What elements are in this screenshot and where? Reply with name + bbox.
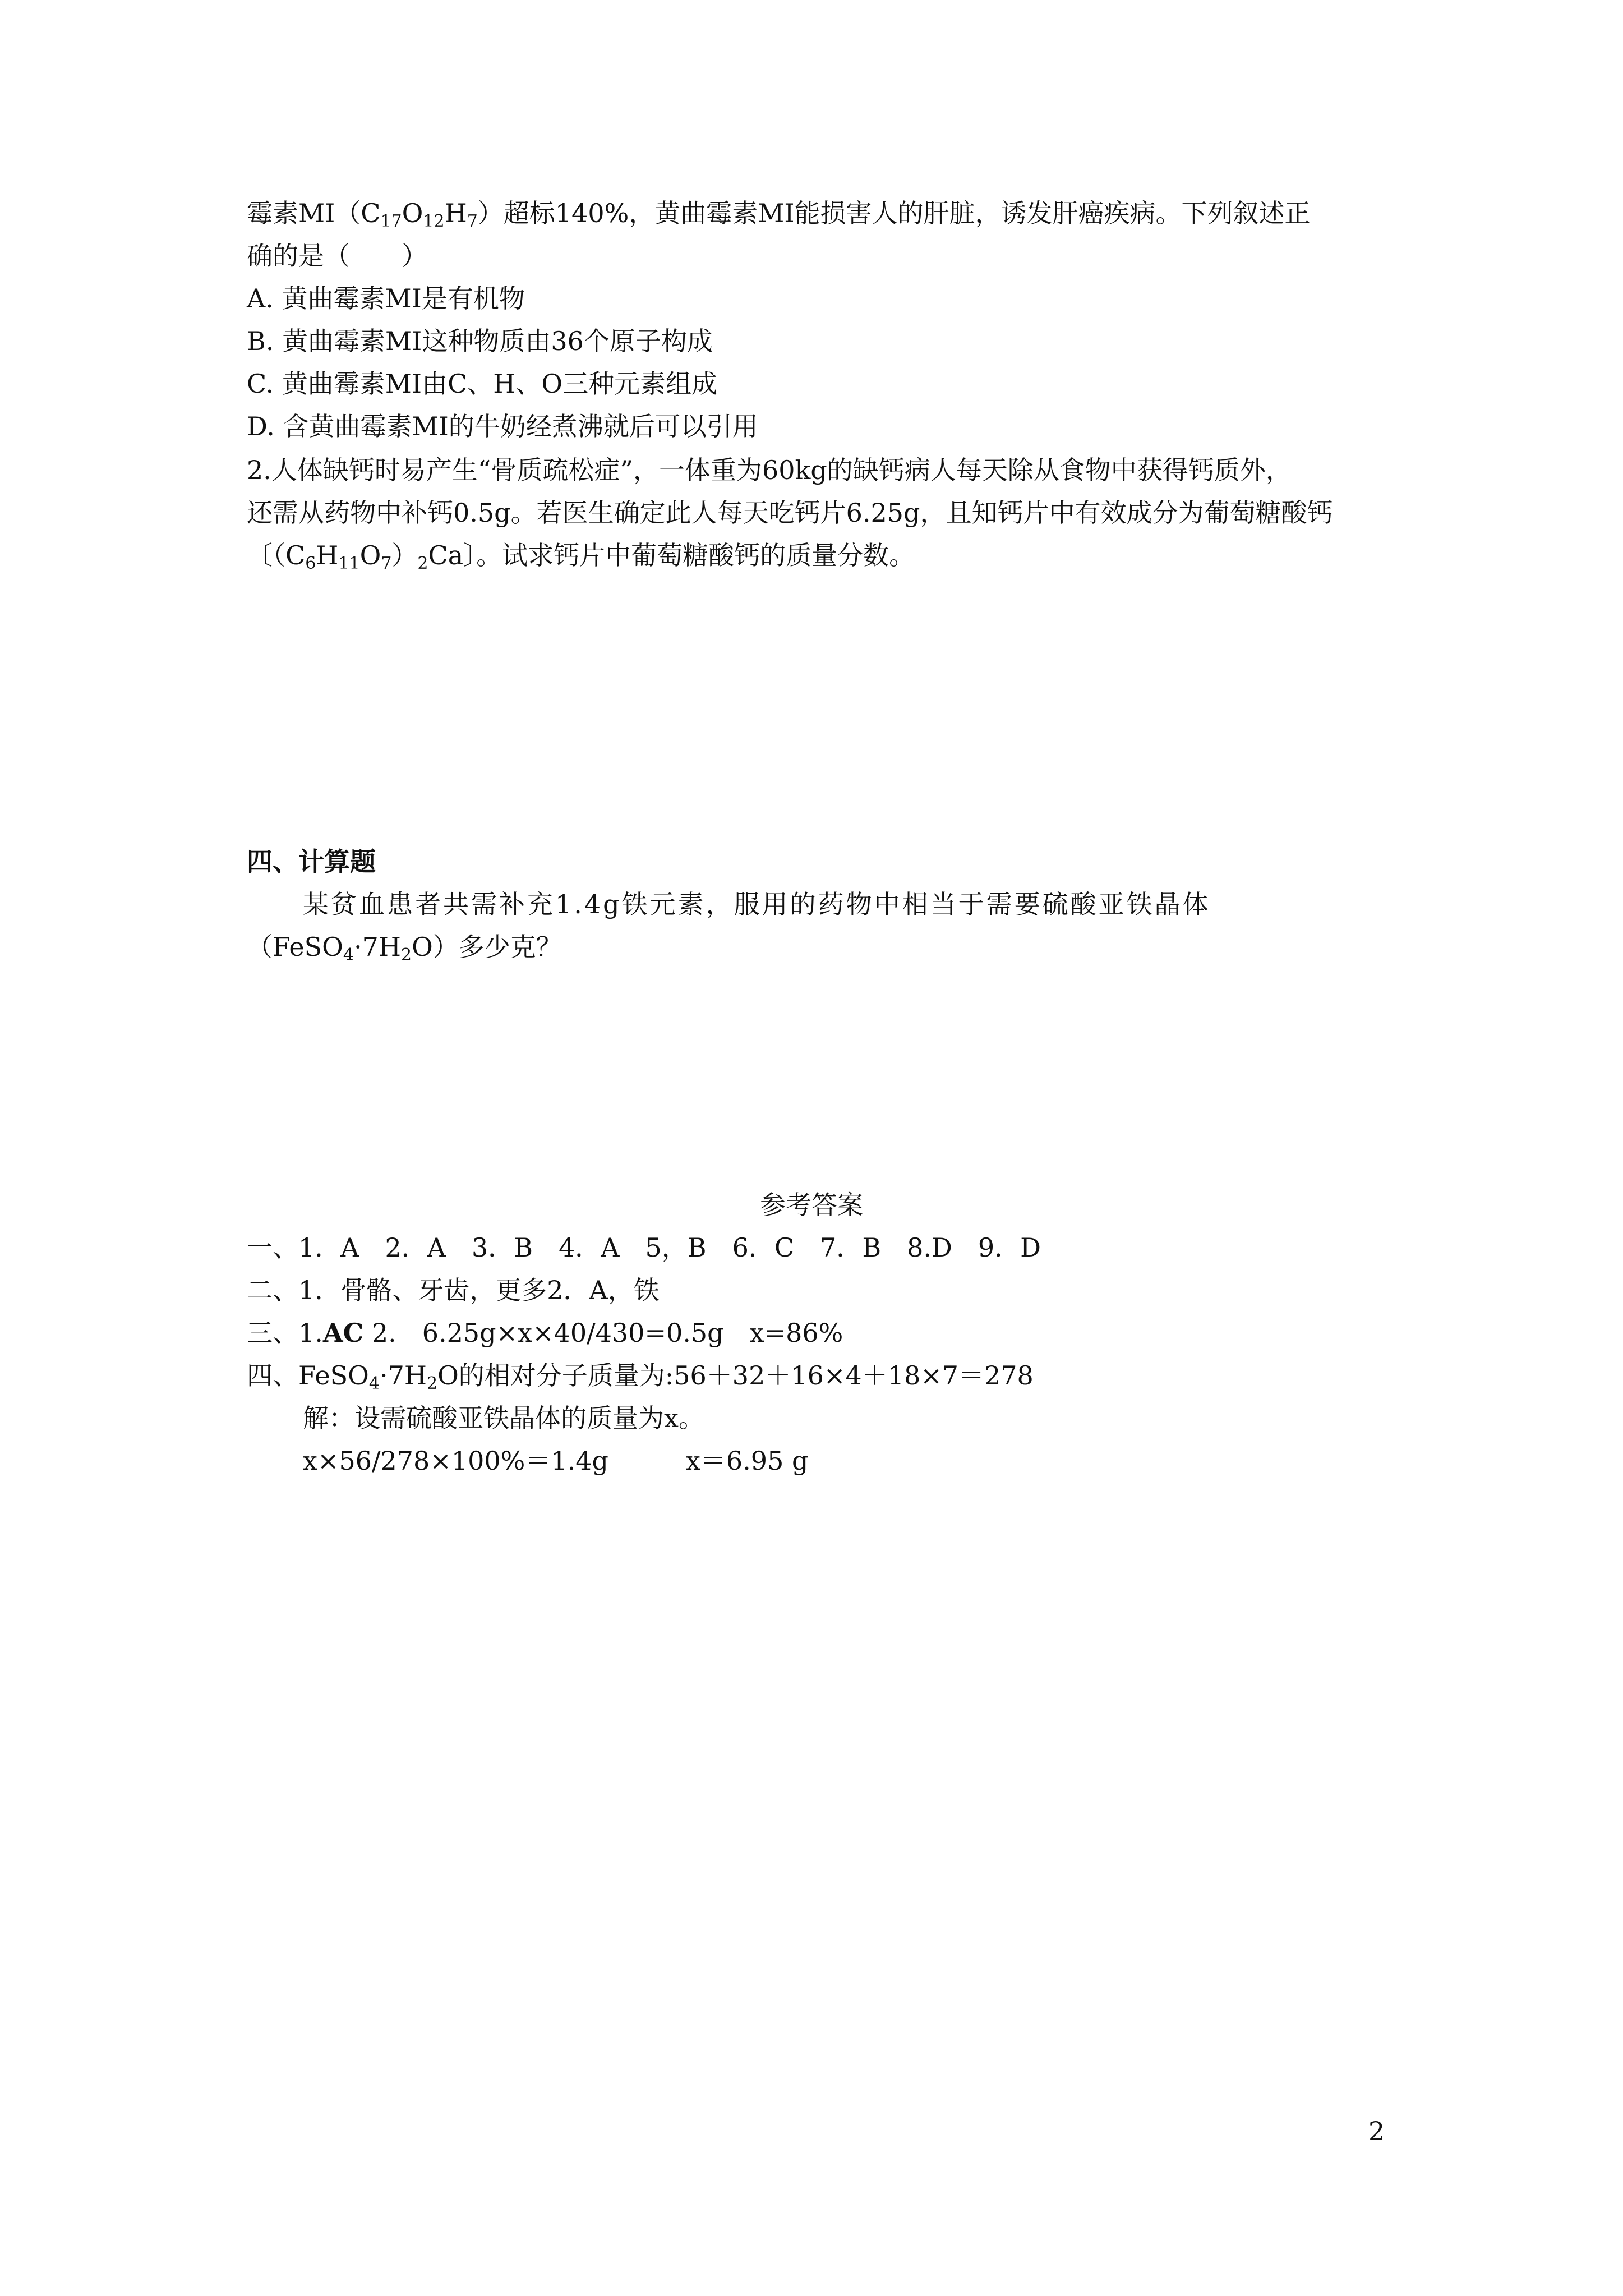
q1-option-d: D. 含黄曲霉素MI的牛奶经煮沸就后可以引用 [247, 411, 758, 441]
q1-option-a: A. 黄曲霉素MI是有机物 [247, 283, 525, 314]
q2-line2: 还需从药物中补钙0.5g。若医生确定此人每天吃钙片6.25g，且知钙片中有效成分为葡萄糖酸钙 [247, 498, 1333, 528]
answers-title: 参考答案 [760, 1190, 863, 1220]
answers-line4: 四、$FeSO_4\cdot 7H_2O$的相对分子质量为:56＋32＋16×4＋18×7＝278 [247, 1360, 1034, 1393]
answers-line1: 一、1．A 2．A 3．B 4．A 5，B 6．C 7．B 8.D 9．D [247, 1232, 1041, 1263]
answers-line5: 解：设需硫酸亚铁晶体的质量为x。 [303, 1403, 704, 1433]
section4-line2: $(FeSO_4\cdot 7H_2O)$多少克？ [247, 932, 562, 965]
q1-stem-line2: 确的是（ ） [247, 241, 427, 271]
page-number: 2 [1368, 2116, 1385, 2146]
section4-line1: 某贫血患者共需补充1.4g铁元素，服用的药物中相当于需要硫酸亚铁晶体 [303, 889, 1211, 919]
q1-option-c: C. 黄曲霉素MI由C、H、O三种元素组成 [247, 369, 718, 399]
q1-stem-line1: 霉素$MI(C_{17}O_{12}H_7)$超标140%，黄曲霉素MI能损害人的肝脏，诱发肝癌疾病。下列叙述正 [247, 198, 1311, 231]
answers-line2: 二、1．骨骼、牙齿，更多2．A，铁 [247, 1275, 660, 1305]
q2-line3: 〔$(C_6H_{11}O_7)_2Ca$〕。试求钙片中葡萄糖酸钙的质量分数。 [247, 540, 915, 573]
q2-line1: 2.人体缺钙时易产生“骨质疏松症”，一体重为60kg的缺钙病人每天除从食物中获得钙质外， [247, 455, 1292, 485]
answers-line6: x×56/278×100%＝1.4g x＝6.95 g [303, 1446, 809, 1476]
answers-line3: 三、1.AC 2. 6.25g×x×40/430=0.5g x=86% [247, 1318, 843, 1348]
q1-option-b: B. 黄曲霉素MI这种物质由36个原子构成 [247, 326, 713, 356]
section4-heading: 四、计算题 [247, 846, 376, 877]
